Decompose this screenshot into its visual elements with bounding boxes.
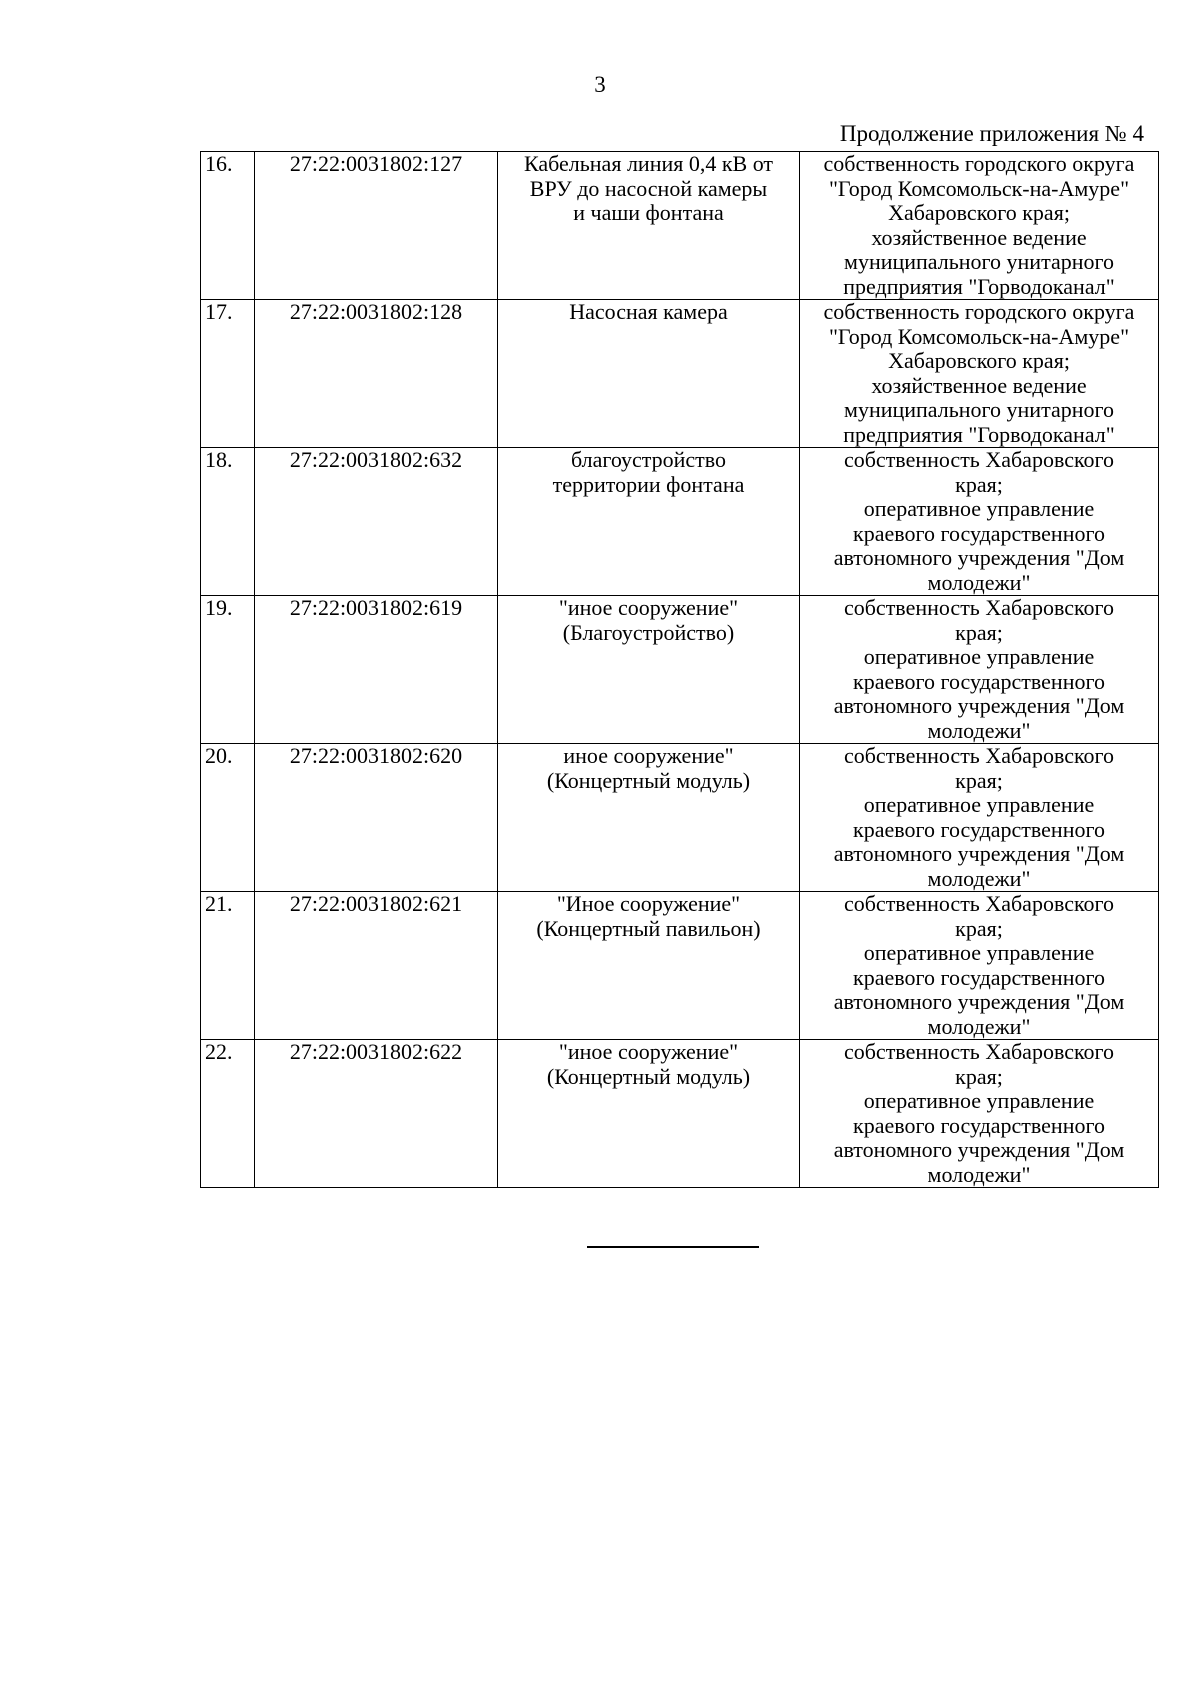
ownership-right: собственность городского округа "Город Комсомольск-на-Амуре" Хабаровского края; хозяйственное ведение муниципального унитарного предприятия "Горводоканал" <box>800 152 1159 300</box>
row-number: 19. <box>201 596 255 744</box>
ownership-right: собственность Хабаровского края; оперативное управление краевого государственного автономного учреждения "Дом молодежи" <box>800 448 1159 596</box>
table-row <box>201 744 1159 892</box>
table-row <box>201 892 1159 1040</box>
ownership-right: собственность Хабаровского края; оперативное управление краевого государственного автономного учреждения "Дом молодежи" <box>800 892 1159 1040</box>
row-number: 21. <box>201 892 255 1040</box>
table-row <box>201 448 1159 596</box>
ownership-right: собственность Хабаровского края; оперативное управление краевого государственного автономного учреждения "Дом молодежи" <box>800 596 1159 744</box>
object-name: "Иное сооружение" (Концертный павильон) <box>498 892 800 1040</box>
cadastral-number: 27:22:0031802:621 <box>255 892 498 1040</box>
row-number: 18. <box>201 448 255 596</box>
cadastral-number: 27:22:0031802:620 <box>255 744 498 892</box>
object-name: иное сооружение" (Концертный модуль) <box>498 744 800 892</box>
appendix-table <box>200 151 1159 1188</box>
object-name: Насосная камера <box>498 300 800 448</box>
page-number: 3 <box>594 72 606 97</box>
row-number: 22. <box>201 1040 255 1188</box>
appendix-continuation-label: Продолжение приложения № 4 <box>839 121 1144 146</box>
row-number: 16. <box>201 152 255 300</box>
row-number: 17. <box>201 300 255 448</box>
cadastral-number: 27:22:0031802:622 <box>255 1040 498 1188</box>
cadastral-number: 27:22:0031802:632 <box>255 448 498 596</box>
object-name: Кабельная линия 0,4 кВ от ВРУ до насосной камеры и чаши фонтана <box>498 152 800 300</box>
table-row <box>201 300 1159 448</box>
cadastral-number: 27:22:0031802:619 <box>255 596 498 744</box>
row-number: 20. <box>201 744 255 892</box>
ownership-right: собственность городского округа "Город Комсомольск-на-Амуре" Хабаровского края; хозяйственное ведение муниципального унитарного предприятия "Горводоканал" <box>800 300 1159 448</box>
cadastral-number: 27:22:0031802:128 <box>255 300 498 448</box>
table-row <box>201 1040 1159 1188</box>
table-row <box>201 596 1159 744</box>
object-name: "иное сооружение" (Концертный модуль) <box>498 1040 800 1188</box>
table-row <box>201 152 1159 300</box>
document-end-divider <box>587 1246 759 1248</box>
ownership-right: собственность Хабаровского края; оперативное управление краевого государственного автономного учреждения "Дом молодежи" <box>800 744 1159 892</box>
object-name: благоустройство территории фонтана <box>498 448 800 596</box>
object-name: "иное сооружение" (Благоустройство) <box>498 596 800 744</box>
ownership-right: собственность Хабаровского края; оперативное управление краевого государственного автономного учреждения "Дом молодежи" <box>800 1040 1159 1188</box>
cadastral-number: 27:22:0031802:127 <box>255 152 498 300</box>
